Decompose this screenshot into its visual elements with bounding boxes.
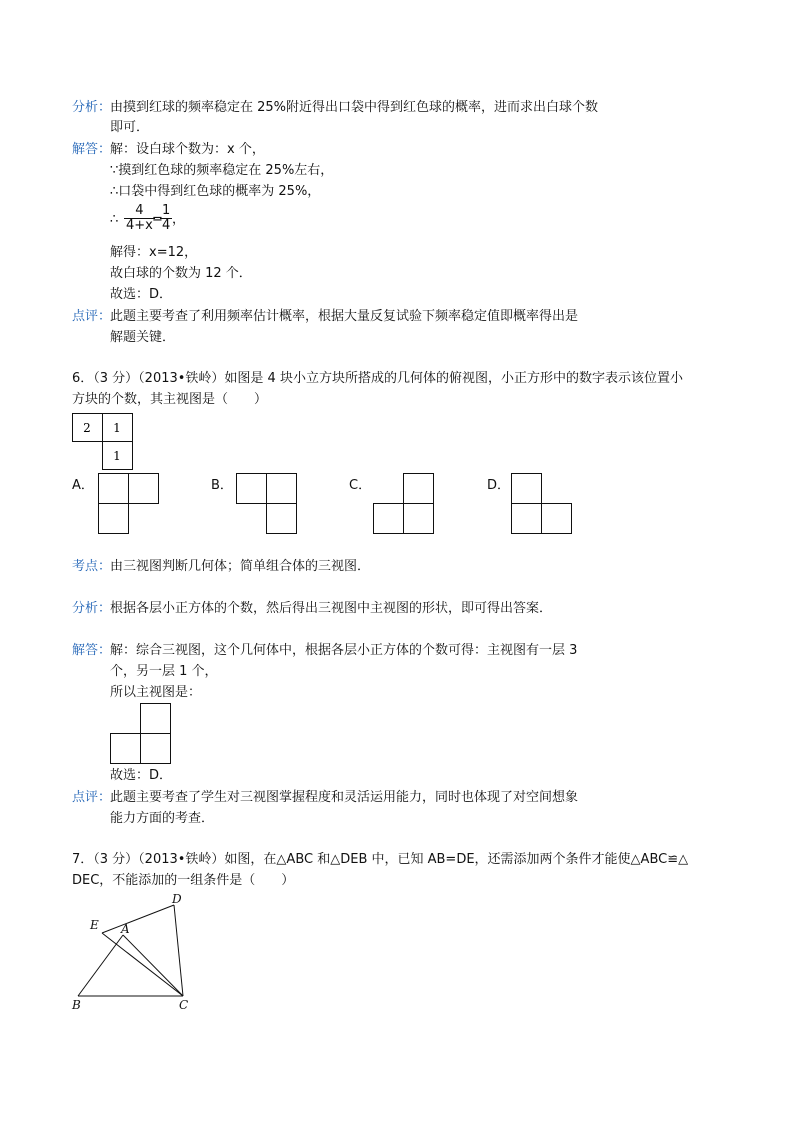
q6-stem-line-1: 6．（3 分）（2013•铁岭）如图是 4 块小立方块所搭成的几何体的俯视图，小正方形中的数字表示该位置小 xyxy=(72,371,683,386)
top-view-grid xyxy=(72,413,134,471)
solution-line-4-suffix: ， xyxy=(172,212,186,227)
triangle-diagram xyxy=(68,893,208,1015)
solution-label: 解答： xyxy=(72,142,112,157)
solution-line-2: 个，另一层 1 个， xyxy=(110,664,218,679)
point-label-d: D xyxy=(172,893,182,906)
analysis-line-1: 由摸到红球的频率稳定在 25%附近得出口袋中得到红色球的概率，进而求出白球个数 xyxy=(110,100,599,115)
analysis-text: 根据各层小正方体的个数，然后得出三视图中主视图的形状，即可得出答案． xyxy=(110,601,553,616)
comment-label: 点评： xyxy=(72,309,112,324)
solution-line-3: 所以主视图是： xyxy=(110,685,202,700)
comment-line-2: 解题关键． xyxy=(110,330,176,345)
solution-line-5: 解得：x=12， xyxy=(110,245,198,260)
point-label: 考点： xyxy=(72,559,112,574)
analysis-line-2: 即可． xyxy=(110,120,150,135)
comment-line-1: 此题主要考查了学生对三视图掌握程度和灵活运用能力，同时也体现了对空间想象 xyxy=(110,790,579,805)
solution-line-1: 解：设白球个数为：x 个， xyxy=(110,142,265,157)
point-label-e: E xyxy=(90,918,99,932)
option-d-figure xyxy=(511,473,572,534)
fraction-1-over-4 xyxy=(160,204,172,233)
fraction-numerator: 4 xyxy=(124,204,155,219)
solution-label: 解答： xyxy=(72,643,112,658)
option-d-label: D． xyxy=(487,478,511,493)
analysis-label: 分析： xyxy=(72,601,112,616)
option-c-figure xyxy=(373,473,434,534)
solution-line-2: ∵摸到红色球的频率稳定在 25%左右， xyxy=(110,163,334,178)
comment-line-1: 此题主要考查了利用频率估计概率，根据大量反复试验下频率稳定值即概率得出是 xyxy=(110,309,579,324)
analysis-label: 分析： xyxy=(72,100,112,115)
equals-sign: = xyxy=(152,212,163,227)
q6-stem-line-2: 方块的个数，其主视图是（ ） xyxy=(72,392,268,407)
comment-line-2: 能力方面的考查． xyxy=(110,811,215,826)
option-b-figure xyxy=(236,473,297,534)
solution-line-4: 故选：D． xyxy=(110,768,173,783)
grid-cell-value: 1 xyxy=(113,421,121,435)
point-label-a: A xyxy=(121,922,130,936)
front-view-answer-figure xyxy=(110,703,171,764)
fraction-4-over-4plusx xyxy=(124,204,155,233)
option-a-figure xyxy=(98,473,159,534)
q7-stem-line-1: 7．（3 分）（2013•铁岭）如图，在△ABC 和△DEB 中，已知 AB=DE，还需添加两个条件才能使△ABC≌△ xyxy=(72,852,689,867)
grid-cell-value: 1 xyxy=(113,449,121,463)
solution-line-4-prefix: ∴ xyxy=(110,212,119,227)
point-label-b: B xyxy=(72,998,81,1012)
grid-cell-value: 2 xyxy=(83,421,91,435)
comment-label: 点评： xyxy=(72,790,112,805)
fraction-numerator: 1 xyxy=(162,203,171,218)
solution-line-3: ∴口袋中得到红色球的概率为 25%， xyxy=(110,184,321,199)
point-label-c: C xyxy=(179,998,189,1012)
solution-line-1: 解：综合三视图，这个几何体中，根据各层小正方体的个数可得：主视图有一层 3 xyxy=(110,643,578,658)
option-b-label: B． xyxy=(211,478,233,493)
q7-stem-line-2: DEC，不能添加的一组条件是（ ） xyxy=(72,873,295,888)
solution-line-6: 故白球的个数为 12 个． xyxy=(110,266,252,281)
option-a-label: A． xyxy=(72,478,94,493)
fraction-denominator: 4+x xyxy=(126,218,153,233)
option-c-label: C． xyxy=(349,478,372,493)
point-text: 由三视图判断几何体；简单组合体的三视图． xyxy=(110,559,371,574)
solution-line-7: 故选：D． xyxy=(110,287,173,302)
fraction-denominator: 4 xyxy=(162,218,171,233)
